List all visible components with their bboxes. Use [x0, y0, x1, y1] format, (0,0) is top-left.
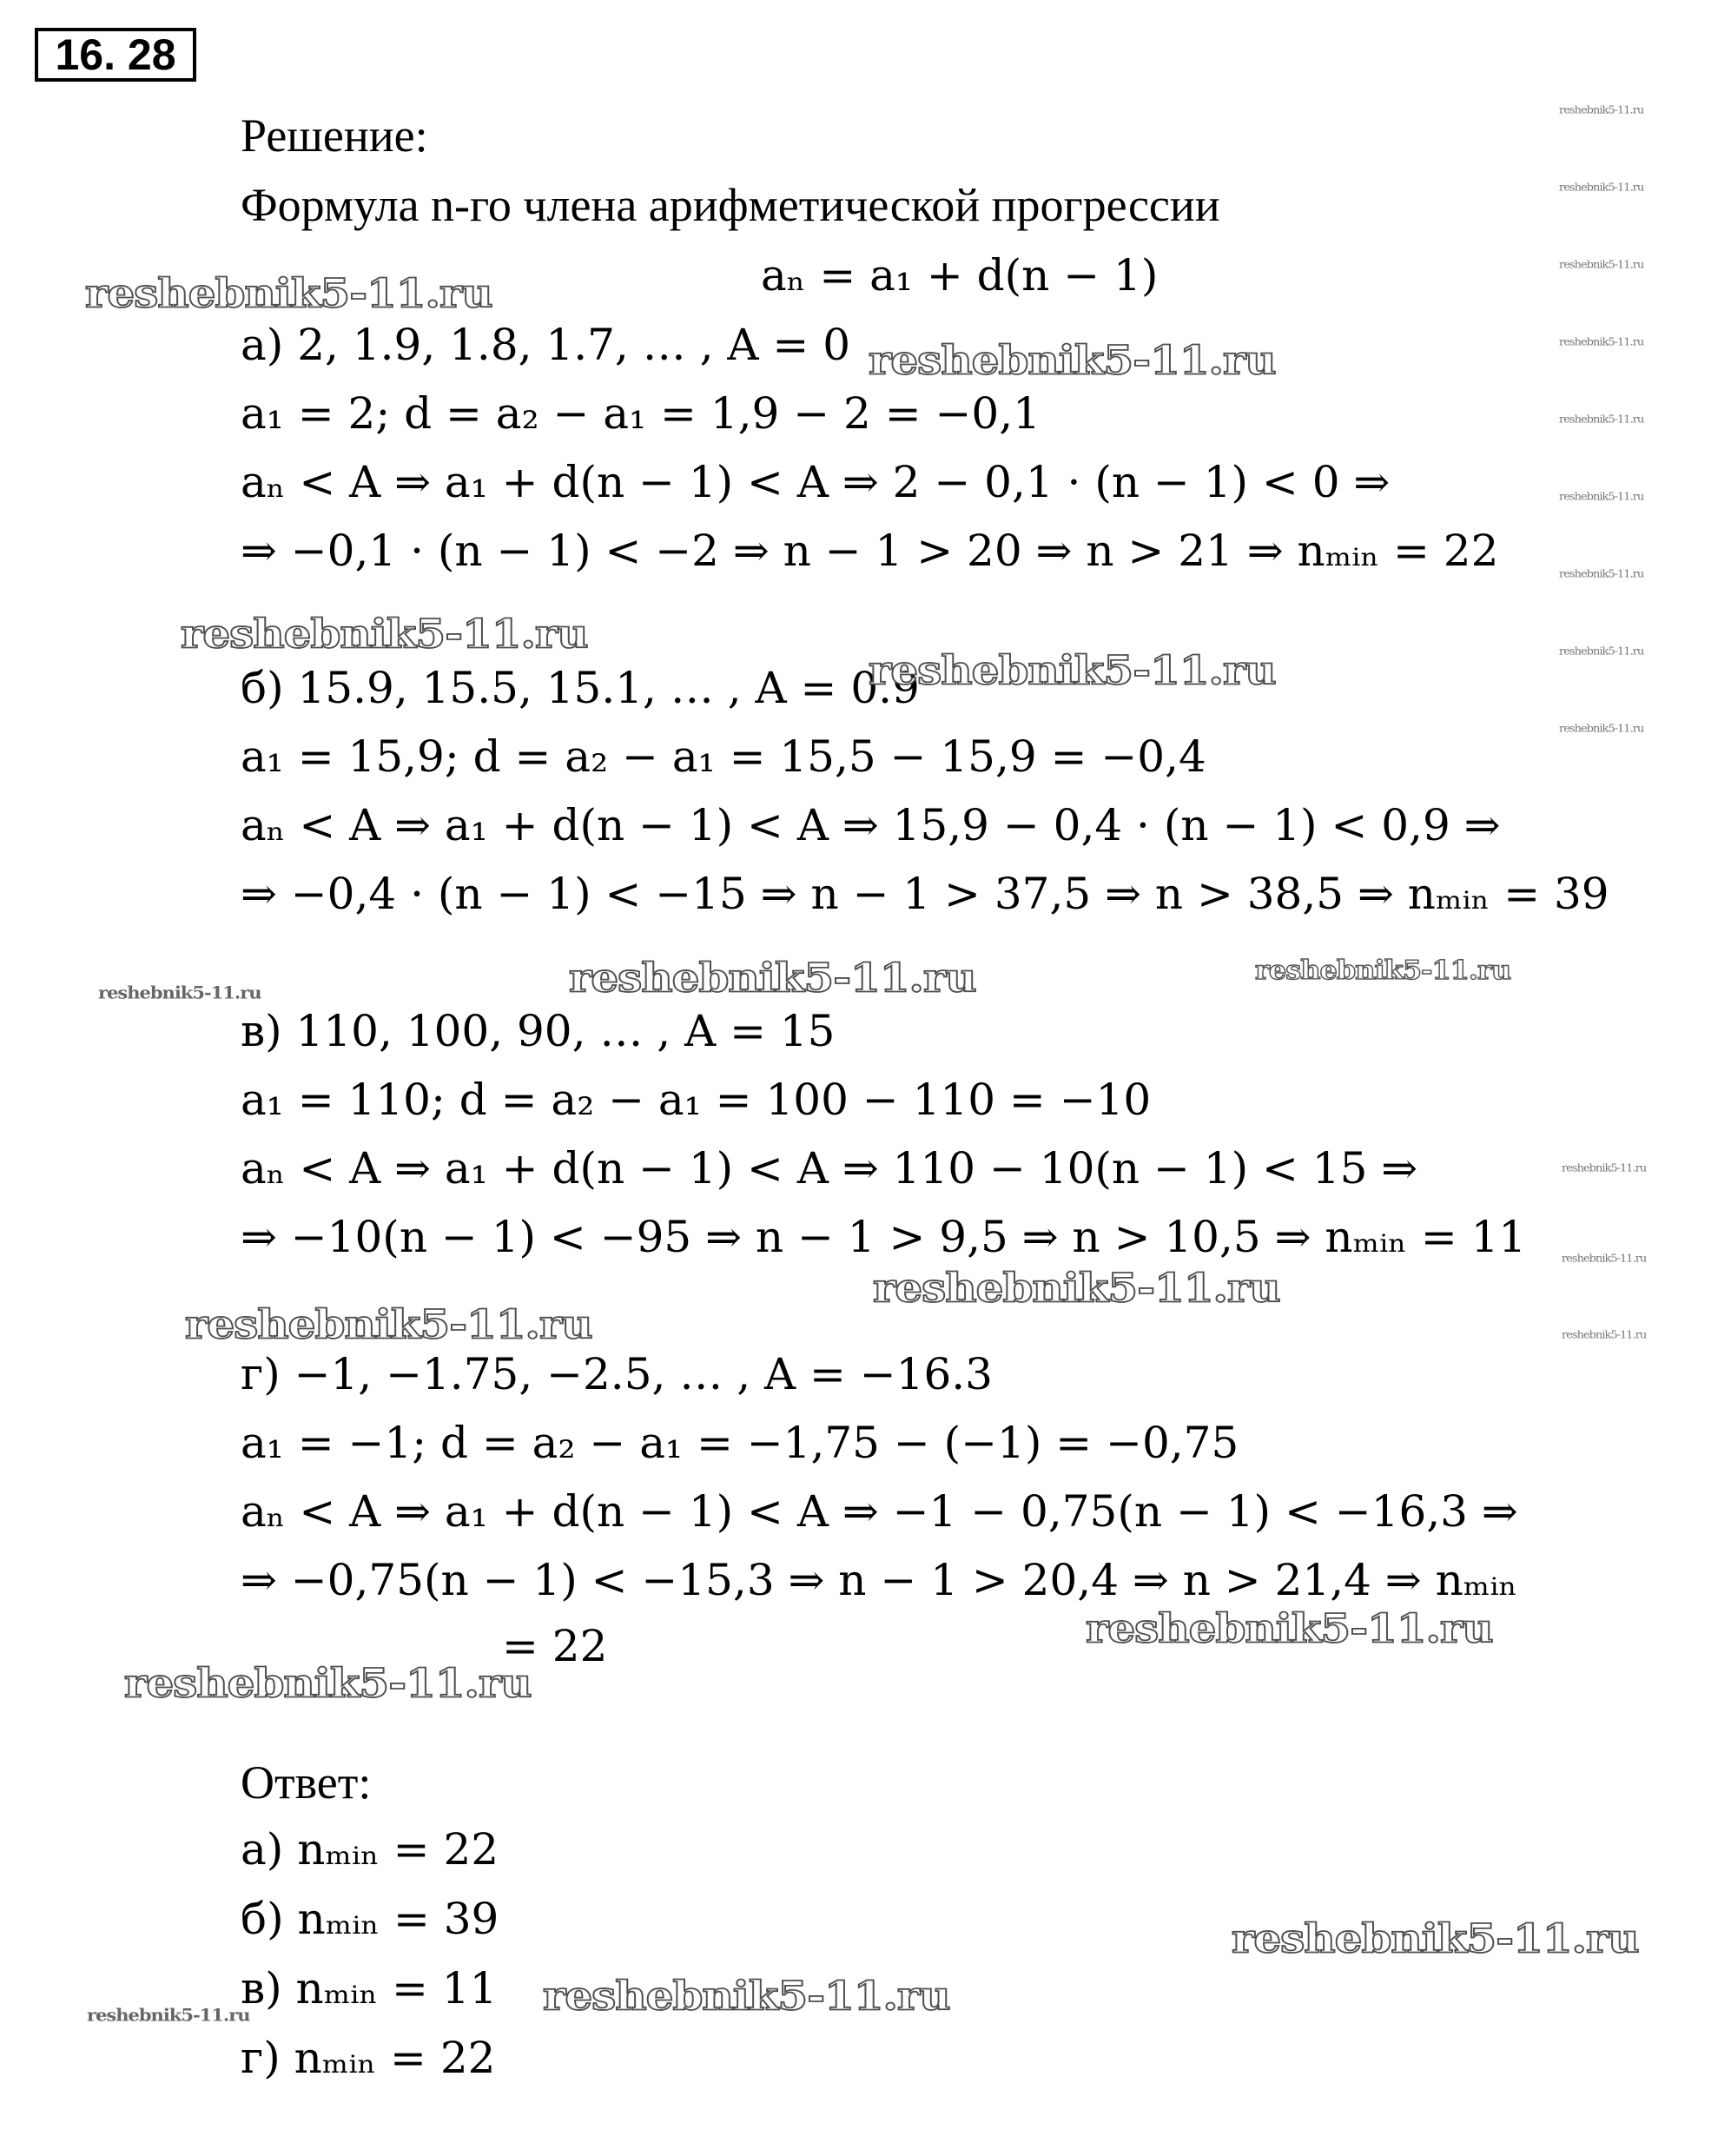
part-c-condition: в) 110, 100, 90, … , A = 15 [241, 1006, 836, 1056]
general-formula: aₙ = a₁ + d(n − 1) [761, 250, 1159, 301]
watermark: reshebnik5-11.ru [1559, 723, 1644, 736]
watermark: reshebnik5-11.ru [1559, 568, 1644, 581]
answer-d: г) nₘᵢₙ = 22 [241, 2033, 496, 2083]
watermark: reshebnik5-11.ru [1559, 645, 1644, 658]
part-b-step2: aₙ < A ⇒ a₁ + d(n − 1) < A ⇒ 15,9 − 0,4 · (n − 1) < 0,9 ⇒ [241, 800, 1501, 850]
watermark: reshebnik5-11.ru [1559, 336, 1644, 349]
watermark: reshebnik5-11.ru [869, 336, 1276, 384]
watermark: reshebnik5-11.ru [1255, 955, 1511, 986]
watermark: reshebnik5-11.ru [87, 2005, 250, 2025]
watermark: reshebnik5-11.ru [1559, 259, 1644, 272]
part-a-step2: aₙ < A ⇒ a₁ + d(n − 1) < A ⇒ 2 − 0,1 · (n − 1) < 0 ⇒ [241, 457, 1391, 507]
watermark: reshebnik5-11.ru [1559, 491, 1644, 504]
watermark: reshebnik5-11.ru [1562, 1162, 1647, 1175]
watermark: reshebnik5-11.ru [185, 1300, 592, 1348]
watermark: reshebnik5-11.ru [124, 1659, 532, 1707]
watermark: reshebnik5-11.ru [181, 610, 588, 658]
watermark: reshebnik5-11.ru [1232, 1915, 1639, 1962]
watermark: reshebnik5-11.ru [1559, 413, 1644, 427]
watermark: reshebnik5-11.ru [1562, 1253, 1647, 1266]
part-d-step2: aₙ < A ⇒ a₁ + d(n − 1) < A ⇒ −1 − 0,75(n − 1) < −16,3 ⇒ [241, 1486, 1518, 1537]
watermark: reshebnik5-11.ru [869, 646, 1276, 694]
answer-a: а) nₘᵢₙ = 22 [241, 1824, 499, 1875]
part-d-step3-continuation: = 22 [502, 1621, 608, 1671]
part-d-step1: a₁ = −1; d = a₂ − a₁ = −1,75 − (−1) = −0,75 [241, 1418, 1239, 1468]
solution-heading: Решение: [241, 109, 428, 162]
watermark: reshebnik5-11.ru [85, 269, 492, 317]
part-d-condition: г) −1, −1.75, −2.5, … , A = −16.3 [241, 1349, 993, 1399]
watermark: reshebnik5-11.ru [1559, 182, 1644, 195]
answer-b: б) nₘᵢₙ = 39 [241, 1894, 499, 1944]
watermark: reshebnik5-11.ru [1086, 1604, 1493, 1652]
part-a-condition: а) 2, 1.9, 1.8, 1.7, … , A = 0 [241, 320, 851, 370]
part-c-step2: aₙ < A ⇒ a₁ + d(n − 1) < A ⇒ 110 − 10(n − 1) < 15 ⇒ [241, 1143, 1418, 1194]
part-c-step1: a₁ = 110; d = a₂ − a₁ = 100 − 110 = −10 [241, 1075, 1152, 1125]
part-b-step1: a₁ = 15,9; d = a₂ − a₁ = 15,5 − 15,9 = −0,4 [241, 731, 1206, 782]
problem-number: 16. 28 [35, 28, 196, 82]
watermark: reshebnik5-11.ru [873, 1264, 1280, 1312]
watermark: reshebnik5-11.ru [543, 1972, 950, 2020]
answer-heading: Ответ: [241, 1756, 372, 1809]
part-b-condition: б) 15.9, 15.5, 15.1, … , A = 0.9 [241, 663, 920, 713]
answer-c: в) nₘᵢₙ = 11 [241, 1963, 498, 2014]
part-d-step3: ⇒ −0,75(n − 1) < −15,3 ⇒ n − 1 > 20,4 ⇒ n > 21,4 ⇒ nₘᵢₙ [241, 1555, 1518, 1605]
watermark: reshebnik5-11.ru [1559, 104, 1644, 117]
part-a-step3: ⇒ −0,1 · (n − 1) < −2 ⇒ n − 1 > 20 ⇒ n > 21 ⇒ nₘᵢₙ = 22 [241, 526, 1499, 576]
watermark: reshebnik5-11.ru [98, 982, 261, 1002]
part-b-step3: ⇒ −0,4 · (n − 1) < −15 ⇒ n − 1 > 37,5 ⇒ n > 38,5 ⇒ nₘᵢₙ = 39 [241, 869, 1609, 919]
part-c-step3: ⇒ −10(n − 1) < −95 ⇒ n − 1 > 9,5 ⇒ n > 10,5 ⇒ nₘᵢₙ = 11 [241, 1212, 1527, 1262]
watermark: reshebnik5-11.ru [569, 954, 976, 1002]
part-a-step1: a₁ = 2; d = a₂ − a₁ = 1,9 − 2 = −0,1 [241, 388, 1041, 439]
formula-intro: Формула n-го члена арифметической прогрессии [241, 179, 1220, 231]
watermark: reshebnik5-11.ru [1562, 1329, 1647, 1342]
